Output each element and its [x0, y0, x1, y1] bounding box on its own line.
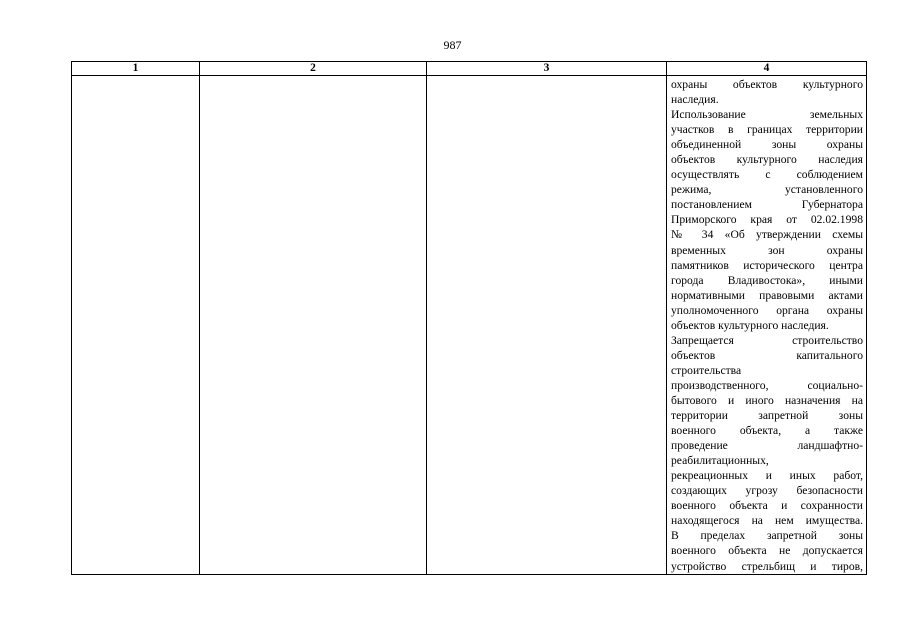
text-line: режима, установленного [671, 183, 863, 197]
page-number: 987 [443, 38, 462, 52]
text-line: постановлением Губернатора [671, 198, 863, 212]
document-table [71, 61, 867, 575]
text-line: объектов культурного наследия. [671, 318, 829, 332]
text-line: наследия. [671, 93, 719, 107]
column-4-text [667, 76, 866, 574]
text-line: объектов культурного наследия [671, 153, 863, 167]
text-line: находящегося на нем имущества. [671, 514, 863, 528]
text-line: военного объекта не допускается [671, 544, 863, 558]
text-line: создающих угрозу безопасности [671, 484, 863, 498]
column-header-2: 2 [200, 62, 427, 76]
text-line: военного объекта и сохранности [671, 499, 863, 513]
text-line: осуществлять с соблюдением [671, 168, 863, 182]
table-header-row [72, 62, 867, 76]
text-line: № 34 «Об утверждении схемы [671, 228, 863, 242]
text-line: объединенной зоны охраны [671, 138, 863, 152]
text-line: нормативными правовыми актами [671, 288, 863, 302]
text-line: участков в границах территории [671, 123, 863, 137]
column-header-3: 3 [427, 62, 667, 76]
text-line: уполномоченного органа охраны [671, 303, 863, 317]
text-line: устройство стрельбищ и тиров, [671, 559, 863, 573]
text-line: строительства [671, 363, 742, 377]
table-row [72, 76, 867, 575]
text-line: реабилитационных, [671, 454, 769, 468]
column-header-1: 1 [72, 62, 200, 76]
text-line: города Владивостока», иными [671, 273, 863, 287]
text-line: Приморского края от 02.02.1998 [671, 213, 863, 227]
text-line: Запрещается строительство [671, 333, 863, 347]
cell-column-3 [427, 76, 667, 575]
text-line: охраны объектов культурного [671, 78, 863, 91]
cell-column-1 [72, 76, 200, 575]
text-line: военного объекта, а также [671, 424, 863, 438]
text-line: временных зон охраны [671, 243, 863, 257]
text-line: производственного, социально- [671, 378, 863, 392]
text-line: объектов капитального [671, 348, 863, 362]
column-header-4: 4 [667, 62, 867, 76]
text-line: бытового и иного назначения на [671, 393, 863, 407]
cell-column-2 [200, 76, 427, 575]
text-line: территории запретной зоны [671, 409, 863, 423]
text-line: В пределах запретной зоны [671, 529, 863, 543]
text-line: рекреационных и иных работ, [671, 469, 863, 483]
cell-column-4 [667, 76, 867, 575]
text-line: Использование земельных [671, 108, 863, 122]
text-line: проведение ландшафтно- [671, 439, 863, 453]
text-line: памятников исторического центра [671, 258, 863, 272]
